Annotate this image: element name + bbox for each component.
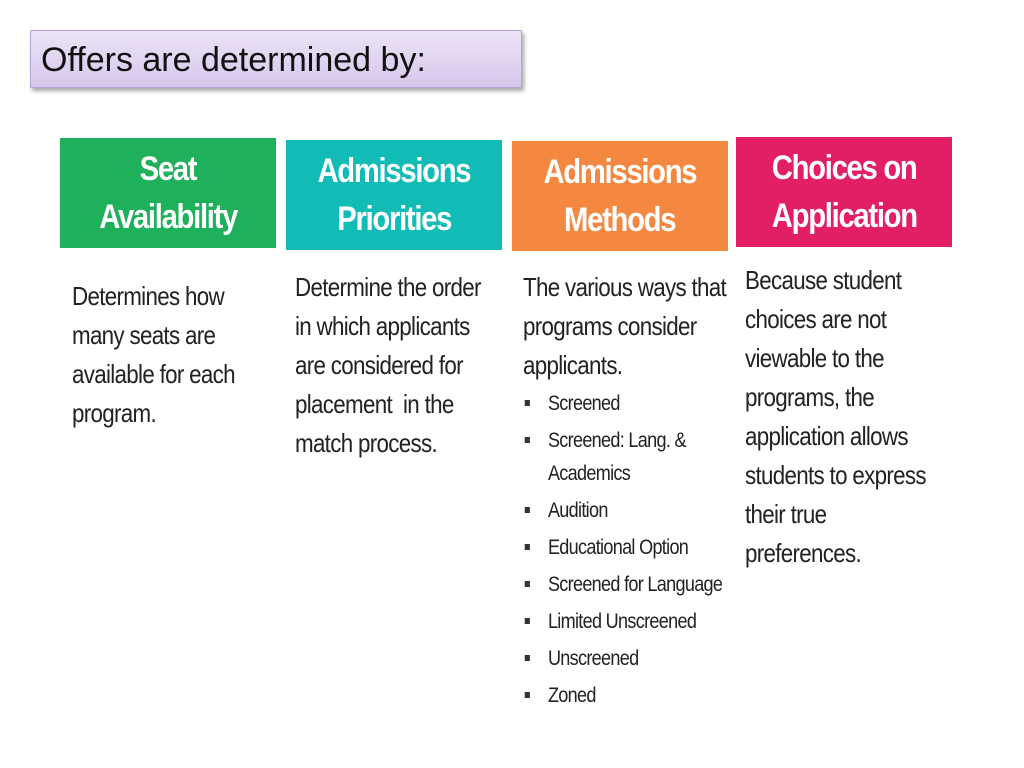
body-line: students to express bbox=[745, 460, 926, 490]
header-line: Methods bbox=[564, 201, 676, 239]
header-line: Admissions bbox=[543, 153, 697, 191]
list-item: Screened bbox=[523, 385, 747, 422]
bullet-icon bbox=[525, 692, 530, 698]
list-item: Screened for Language bbox=[523, 566, 747, 603]
body-line: application allows bbox=[745, 421, 908, 451]
body-line: programs consider bbox=[523, 311, 697, 341]
bullet-icon bbox=[525, 581, 530, 587]
header-line: Seat bbox=[139, 150, 197, 188]
header-admissions-methods bbox=[512, 141, 728, 251]
body-line: in which applicants bbox=[295, 311, 470, 341]
list-item: Unscreened bbox=[523, 640, 747, 677]
body-admissions-methods bbox=[523, 268, 783, 714]
list-item: Screened: Lang. & Academics bbox=[523, 422, 747, 492]
header-line: Application bbox=[771, 197, 917, 235]
body-line: their true bbox=[745, 499, 827, 529]
body-line: preferences. bbox=[745, 538, 862, 568]
list-item: Zoned bbox=[523, 677, 747, 714]
bullet-icon bbox=[525, 507, 530, 513]
body-admissions-priorities bbox=[295, 268, 545, 463]
header-seat-availability bbox=[60, 138, 276, 248]
header-choices-on-application bbox=[736, 137, 952, 247]
header-line: Admissions bbox=[317, 152, 471, 190]
body-line: program. bbox=[72, 398, 156, 428]
bullet-icon bbox=[525, 655, 530, 661]
methods-list bbox=[523, 385, 747, 714]
body-choices-on-application bbox=[745, 261, 995, 573]
slide-title: Offers are determined by: bbox=[30, 30, 522, 88]
bullet-icon bbox=[525, 618, 530, 624]
body-line: match process. bbox=[295, 428, 437, 458]
body-seat-availability bbox=[72, 277, 322, 433]
body-line: available for each bbox=[72, 359, 235, 389]
body-line: many seats are bbox=[72, 320, 216, 350]
body-line: programs, the bbox=[745, 382, 875, 412]
list-item: Educational Option bbox=[523, 529, 747, 566]
header-line: Choices on bbox=[771, 149, 917, 187]
header-admissions-priorities bbox=[286, 140, 502, 250]
list-item: Audition bbox=[523, 492, 747, 529]
header-line: Priorities bbox=[337, 200, 451, 238]
body-line: Determine the order bbox=[295, 272, 481, 302]
body-line: Determines how bbox=[72, 281, 224, 311]
bullet-icon bbox=[525, 400, 530, 406]
body-line: Because student bbox=[745, 265, 902, 295]
bullet-icon bbox=[525, 544, 530, 550]
body-line: viewable to the bbox=[745, 343, 884, 373]
bullet-icon bbox=[525, 437, 530, 443]
body-line: The various ways that bbox=[523, 272, 727, 302]
body-line: are considered for bbox=[295, 350, 463, 380]
header-line: Availability bbox=[99, 198, 237, 236]
body-line: choices are not bbox=[745, 304, 887, 334]
body-line: placement in the bbox=[295, 389, 454, 419]
list-item: Limited Unscreened bbox=[523, 603, 747, 640]
body-line: applicants. bbox=[523, 350, 623, 380]
